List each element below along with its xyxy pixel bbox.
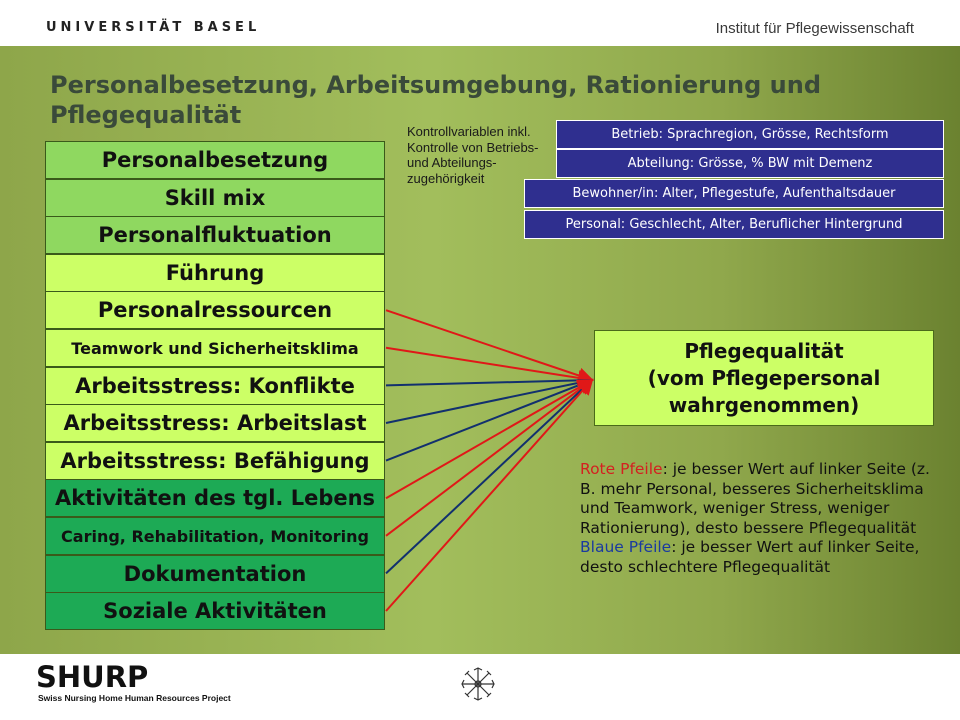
red-arrow: [386, 348, 592, 380]
factor-box: Personalbesetzung: [45, 141, 385, 179]
factor-box: Arbeitsstress: Arbeitslast: [45, 404, 385, 442]
factor-box: Caring, Rehabilitation, Monitoring: [45, 517, 385, 555]
control-box-betrieb: Betrieb: Sprachregion, Grösse, Rechtsform: [556, 120, 944, 149]
university-name: UNIVERSITÄT BASEL: [46, 20, 261, 35]
red-arrow: [386, 380, 592, 611]
legend-blue-label: Blaue Pfeile: [580, 538, 672, 556]
legend: [580, 460, 940, 577]
factor-box: Personalressourcen: [45, 291, 385, 329]
university-seal-icon: [458, 664, 498, 716]
blue-arrow: [386, 380, 592, 423]
blue-arrow: [386, 380, 592, 385]
factor-box: Führung: [45, 254, 385, 292]
outcome-line-1: Pflegequalität: [684, 338, 844, 363]
factor-box: Dokumentation: [45, 555, 385, 593]
red-arrow: [386, 380, 592, 498]
control-box-personal: Personal: Geschlecht, Alter, Beruflicher Hintergrund: [524, 210, 944, 239]
page-title: Personalbesetzung, Arbeitsumgebung, Rationierung und Pflegequalität: [50, 71, 822, 129]
blue-arrow: [386, 380, 592, 461]
red-arrow: [386, 380, 592, 536]
legend-red-label: Rote Pfeile: [580, 460, 663, 478]
factor-box: Arbeitsstress: Befähigung: [45, 442, 385, 480]
legend-blue-text: : je besser Wert auf linker Seite, desto schlechtere Pflegequalität: [580, 538, 920, 576]
control-box-abteilung: Abteilung: Grösse, % BW mit Demenz: [556, 149, 944, 178]
control-box-bewohner: Bewohner/in: Alter, Pflegestufe, Aufenthaltsdauer: [524, 179, 944, 208]
factor-box: Soziale Aktivitäten: [45, 592, 385, 630]
outcome-line-2: (vom Pflegepersonal: [647, 365, 881, 390]
outcome-line-3: wahrgenommen): [668, 392, 860, 417]
legend-red-text: : je besser Wert auf linker Seite (z. B. mehr Personal, besseres Sicherheitsklima und Teamwork, weniger Stress, weniger Rationierung), desto bessere Pflegequalität: [580, 460, 930, 537]
factor-box: Arbeitsstress: Konflikte: [45, 367, 385, 405]
factor-box: Skill mix: [45, 179, 385, 217]
shurp-logo-subtitle: Swiss Nursing Home Human Resources Project: [38, 693, 231, 703]
blue-arrow: [386, 380, 592, 573]
red-arrow: [386, 310, 592, 380]
factor-box: Personalfluktuation: [45, 216, 385, 254]
shurp-logo: SHURP: [36, 660, 149, 694]
factor-box: Teamwork und Sicherheitsklima: [45, 329, 385, 367]
institute-name: Institut für Pflegewissenschaft: [715, 20, 914, 37]
factor-box: Aktivitäten des tgl. Lebens: [45, 479, 385, 517]
control-note: Kontrollvariablen inkl. Kontrolle von Betriebs- und Abteilungs-zugehörigkeit: [407, 124, 539, 186]
